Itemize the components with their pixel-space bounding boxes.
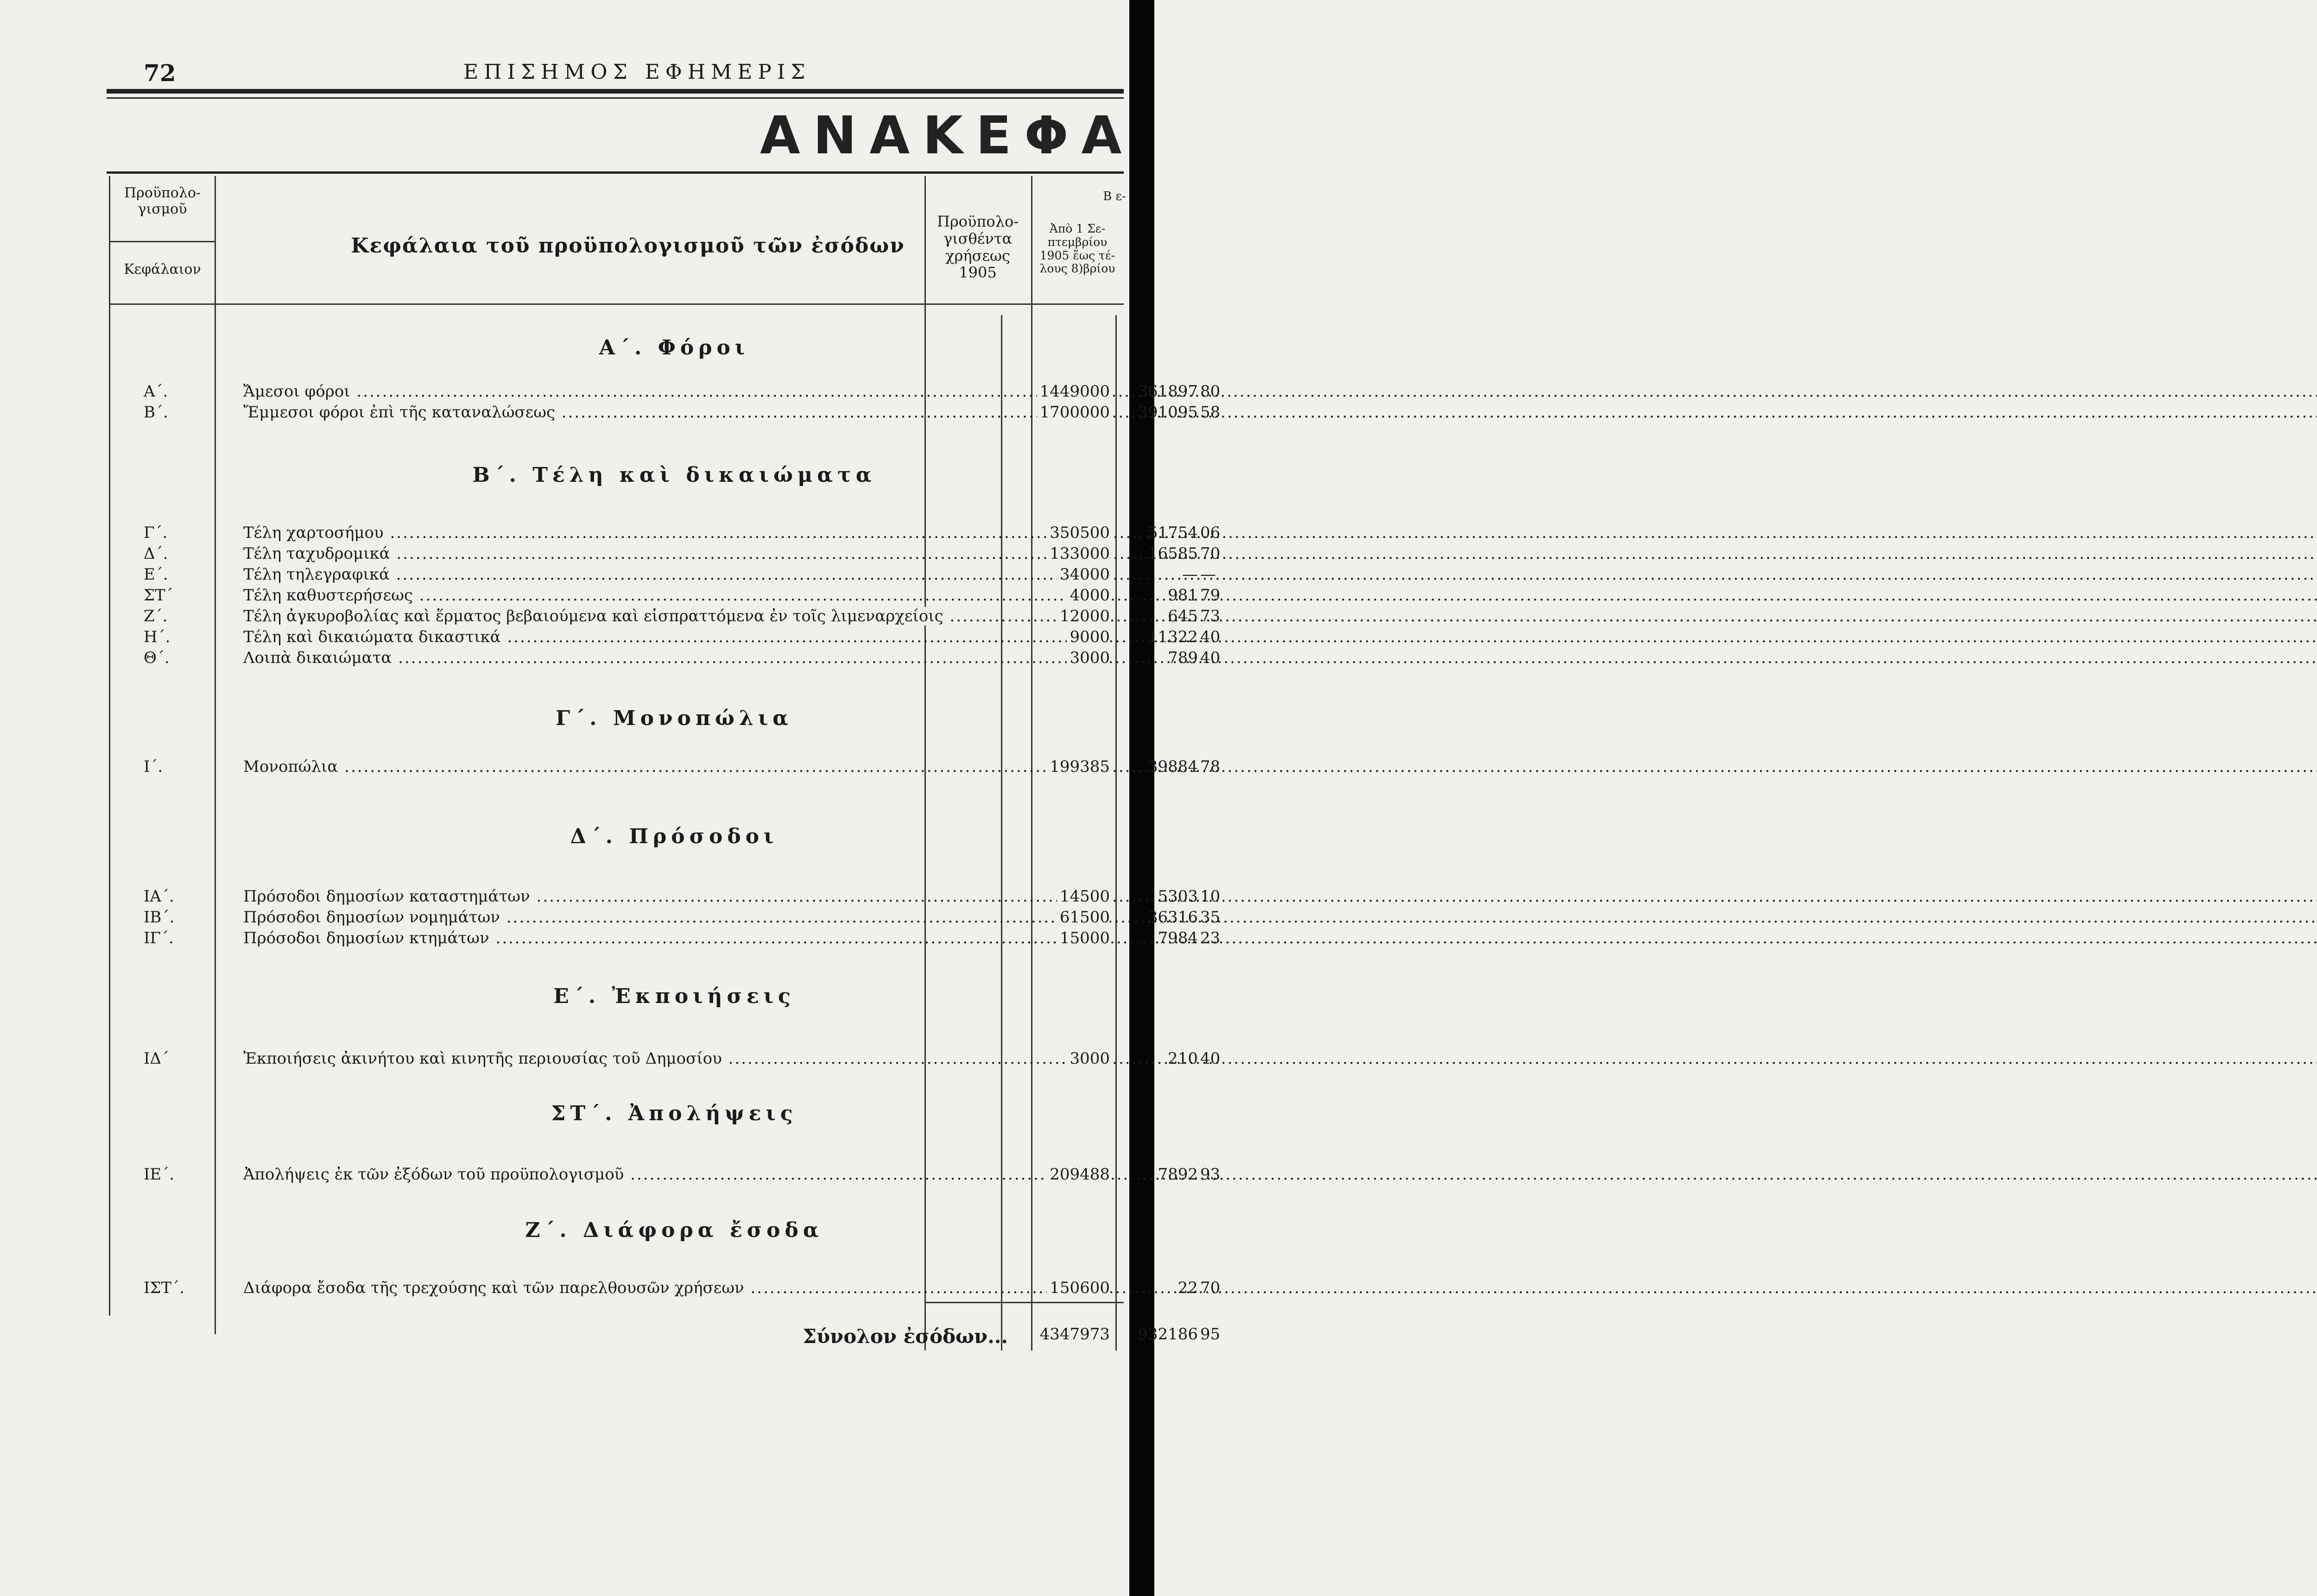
row-description: Τέλη καθυστερήσεως ..... xyxy=(243,586,1022,605)
row-code: Γ΄. xyxy=(144,524,168,542)
journal-title: ΕΠΙΣΗΜΟΣ ΕΦΗΜΕΡΙΣ xyxy=(463,60,811,84)
section-title: ΣΤ΄. Ἀπολήψεις xyxy=(551,1102,798,1125)
row-code: ΙΔ΄ xyxy=(144,1049,169,1068)
row-budget: 133000 xyxy=(924,544,1110,563)
page-number: 72 xyxy=(144,59,176,87)
total-row xyxy=(109,1325,1221,1348)
table-row xyxy=(109,908,1221,928)
row-cents: 73 xyxy=(1200,607,1221,625)
row-cents: 40 xyxy=(1200,628,1221,646)
section-title: Α΄. Φόροι xyxy=(599,336,750,360)
row-code: ΣΤ΄ xyxy=(144,586,173,605)
row-description: Τέλη ἀγκυροβολίας καὶ ἕρματος βεβαιούμενα καὶ εἰσπραττόμενα ἐν τοῖς λιμεναρχείοις ..... xyxy=(243,607,1022,625)
collected-column-inner xyxy=(1115,315,1117,1350)
table-row xyxy=(109,757,1221,778)
row-description: Διάφορα ἔσοδα τῆς τρεχούσης καὶ τῶν παρελθουσῶν χρήσεων ..... xyxy=(243,1279,1022,1297)
row-collected: 210 xyxy=(1168,1049,1198,1068)
total-budget: 4347973 xyxy=(924,1325,1110,1344)
row-budget: 209488 xyxy=(924,1165,1110,1184)
row-description: Τέλη καὶ δικαιώματα δικαστικά ..... xyxy=(243,628,1022,646)
row-budget: 199385 xyxy=(924,757,1110,776)
header-split xyxy=(109,241,215,242)
row-budget: 4000 xyxy=(924,586,1110,605)
chapter-header-top: Προϋπολο- γισμοῦ xyxy=(124,185,201,217)
row-collected: 7892 xyxy=(1158,1165,1198,1184)
revenue-table xyxy=(109,176,1221,1350)
total-label: Σύνολον ἐσόδων... xyxy=(803,1325,1008,1348)
row-collected: 36316 xyxy=(1147,908,1198,927)
row-cents: 10 xyxy=(1200,887,1221,906)
table-row xyxy=(109,1049,1221,1070)
table-row xyxy=(109,929,1221,949)
header-rule xyxy=(107,89,1124,94)
row-budget: 1700000 xyxy=(924,403,1110,422)
row-description: Ἄμεσοι φόροι ..... xyxy=(243,382,1022,401)
row-cents: 06 xyxy=(1200,524,1221,542)
row-collected: 391095 xyxy=(1138,403,1198,422)
table-row xyxy=(109,565,1216,586)
row-budget: 34000 xyxy=(924,565,1110,584)
collected-header-top: Β ε- xyxy=(1103,189,1126,203)
table-row xyxy=(109,628,1221,648)
row-budget: 350500 xyxy=(924,524,1110,542)
row-description: Τέλη χαρτοσήμου ..... xyxy=(243,524,1022,542)
total-cents: 95 xyxy=(1200,1325,1221,1344)
row-cents: 23 xyxy=(1200,929,1221,947)
section-title: Δ΄. Πρόσοδοι xyxy=(570,825,779,848)
row-collected: 981 xyxy=(1168,586,1198,605)
table-row xyxy=(109,1279,1221,1299)
row-description: Μονοπώλια ..... xyxy=(243,757,1022,776)
row-collected: 5303 xyxy=(1158,887,1198,906)
row-collected: 789 xyxy=(1168,649,1198,667)
row-code: Δ΄. xyxy=(144,544,168,563)
row-budget: 12000 xyxy=(924,607,1110,625)
row-cents: 40 xyxy=(1200,649,1221,667)
row-cents: 79 xyxy=(1200,586,1221,605)
table-row xyxy=(109,586,1221,606)
row-code: ΙΕ΄. xyxy=(144,1165,175,1184)
row-collected: 7984 xyxy=(1158,929,1198,947)
row-cents: — xyxy=(1200,565,1216,584)
row-description: Τέλη ταχυδρομικά ..... xyxy=(243,544,1022,563)
row-collected: 361897 xyxy=(1138,382,1198,401)
row-description: Πρόσοδοι δημοσίων κτημάτων ..... xyxy=(243,929,1022,947)
section-title: Γ΄. Μονοπώλια xyxy=(556,707,793,730)
row-budget: 14500 xyxy=(924,887,1110,906)
table-row xyxy=(109,524,1221,544)
row-code: Ζ΄. xyxy=(144,607,168,625)
code-column-divider xyxy=(215,176,216,1334)
row-description: Ἔμμεσοι φόροι ἐπὶ τῆς καταναλώσεως ..... xyxy=(243,403,1022,422)
row-description: Τέλη τηλεγραφικά ..... xyxy=(243,565,1022,584)
scan-dark-edge xyxy=(1129,0,1154,1596)
row-collected: — xyxy=(1182,565,1198,584)
row-budget: 3000 xyxy=(924,649,1110,667)
budgeted-header: Προϋπολο- γισθέντα χρήσεως 1905 xyxy=(937,213,1019,282)
table-row xyxy=(109,382,1221,403)
row-budget: 15000 xyxy=(924,929,1110,947)
row-budget: 61500 xyxy=(924,908,1110,927)
row-cents: 40 xyxy=(1200,1049,1221,1068)
table-left-border xyxy=(109,176,110,1316)
row-cents: 80 xyxy=(1200,382,1221,401)
row-cents: 70 xyxy=(1200,544,1221,563)
row-description: Ἐκποιήσεις ἀκινήτου καὶ κινητῆς περιουσίας τοῦ Δημοσίου ..... xyxy=(243,1049,1022,1068)
row-cents: 78 xyxy=(1200,757,1221,776)
table-row xyxy=(109,887,1221,908)
page-heading: ΑΝΑΚΕΦΑ xyxy=(760,106,1135,166)
row-code: ΙΒ΄. xyxy=(144,908,175,927)
row-code: ΙΑ΄. xyxy=(144,887,174,906)
row-collected: 51754 xyxy=(1147,524,1198,542)
row-code: ΙΣΤ΄. xyxy=(144,1279,184,1297)
section-title: Ζ΄. Διάφορα ἔσοδα xyxy=(525,1218,823,1242)
table-row xyxy=(109,1165,1221,1186)
section-title: Ε΄. Ἐκποιήσεις xyxy=(553,984,795,1008)
table-row xyxy=(109,544,1221,565)
main-column-header: Κεφάλαια τοῦ προϋπολογισμοῦ τῶν ἐσόδων xyxy=(351,234,905,258)
row-code: Α΄. xyxy=(144,382,168,401)
table-row xyxy=(109,607,1221,627)
collected-header: Ἀπὸ 1 Σε- πτεμβρίου 1905 ἕως τέ- λους 8)βρίου xyxy=(1039,222,1115,276)
row-cents: 58 xyxy=(1200,403,1221,422)
row-collected: 11322 xyxy=(1147,628,1198,646)
section-title: Β΄. Τέλη καὶ δικαιώματα xyxy=(472,463,876,487)
row-budget: 3000 xyxy=(924,1049,1110,1068)
row-collected: 39884 xyxy=(1147,757,1198,776)
row-description: Λοιπὰ δικαιώματα ..... xyxy=(243,649,1022,667)
table-row xyxy=(109,403,1221,423)
header-bottom-rule xyxy=(109,303,1124,305)
row-description: Πρόσοδοι δημοσίων καταστημάτων ..... xyxy=(243,887,1022,906)
table-row xyxy=(109,649,1221,669)
row-code: Ι΄. xyxy=(144,757,163,776)
row-code: ΙΓ΄. xyxy=(144,929,174,947)
row-cents: 35 xyxy=(1200,908,1221,927)
row-code: Β΄. xyxy=(144,403,168,422)
total-top-rule xyxy=(924,1302,1124,1303)
row-budget: 150600 xyxy=(924,1279,1110,1297)
row-cents: 70 xyxy=(1200,1279,1221,1297)
row-cents: 93 xyxy=(1200,1165,1221,1184)
page-header xyxy=(116,55,1112,92)
total-collected: 932186 xyxy=(1138,1325,1198,1344)
row-code: Ε΄. xyxy=(144,565,168,584)
header-rule-thin xyxy=(107,97,1124,99)
chapter-header-bottom: Κεφάλαιον xyxy=(124,261,201,278)
row-code: Θ΄. xyxy=(144,649,170,667)
row-collected: 22 xyxy=(1177,1279,1198,1297)
row-collected: 16585 xyxy=(1147,544,1198,563)
row-description: Πρόσοδοι δημοσίων νομημάτων ..... xyxy=(243,908,1022,927)
row-collected: 645 xyxy=(1168,607,1198,625)
table-top-rule xyxy=(107,171,1124,174)
row-budget: 1449000 xyxy=(924,382,1110,401)
row-code: Η΄. xyxy=(144,628,171,646)
row-description: Ἀπολήψεις ἐκ τῶν ἐξόδων τοῦ προϋπολογισμοῦ ..... xyxy=(243,1165,1022,1184)
row-budget: 9000 xyxy=(924,628,1110,646)
